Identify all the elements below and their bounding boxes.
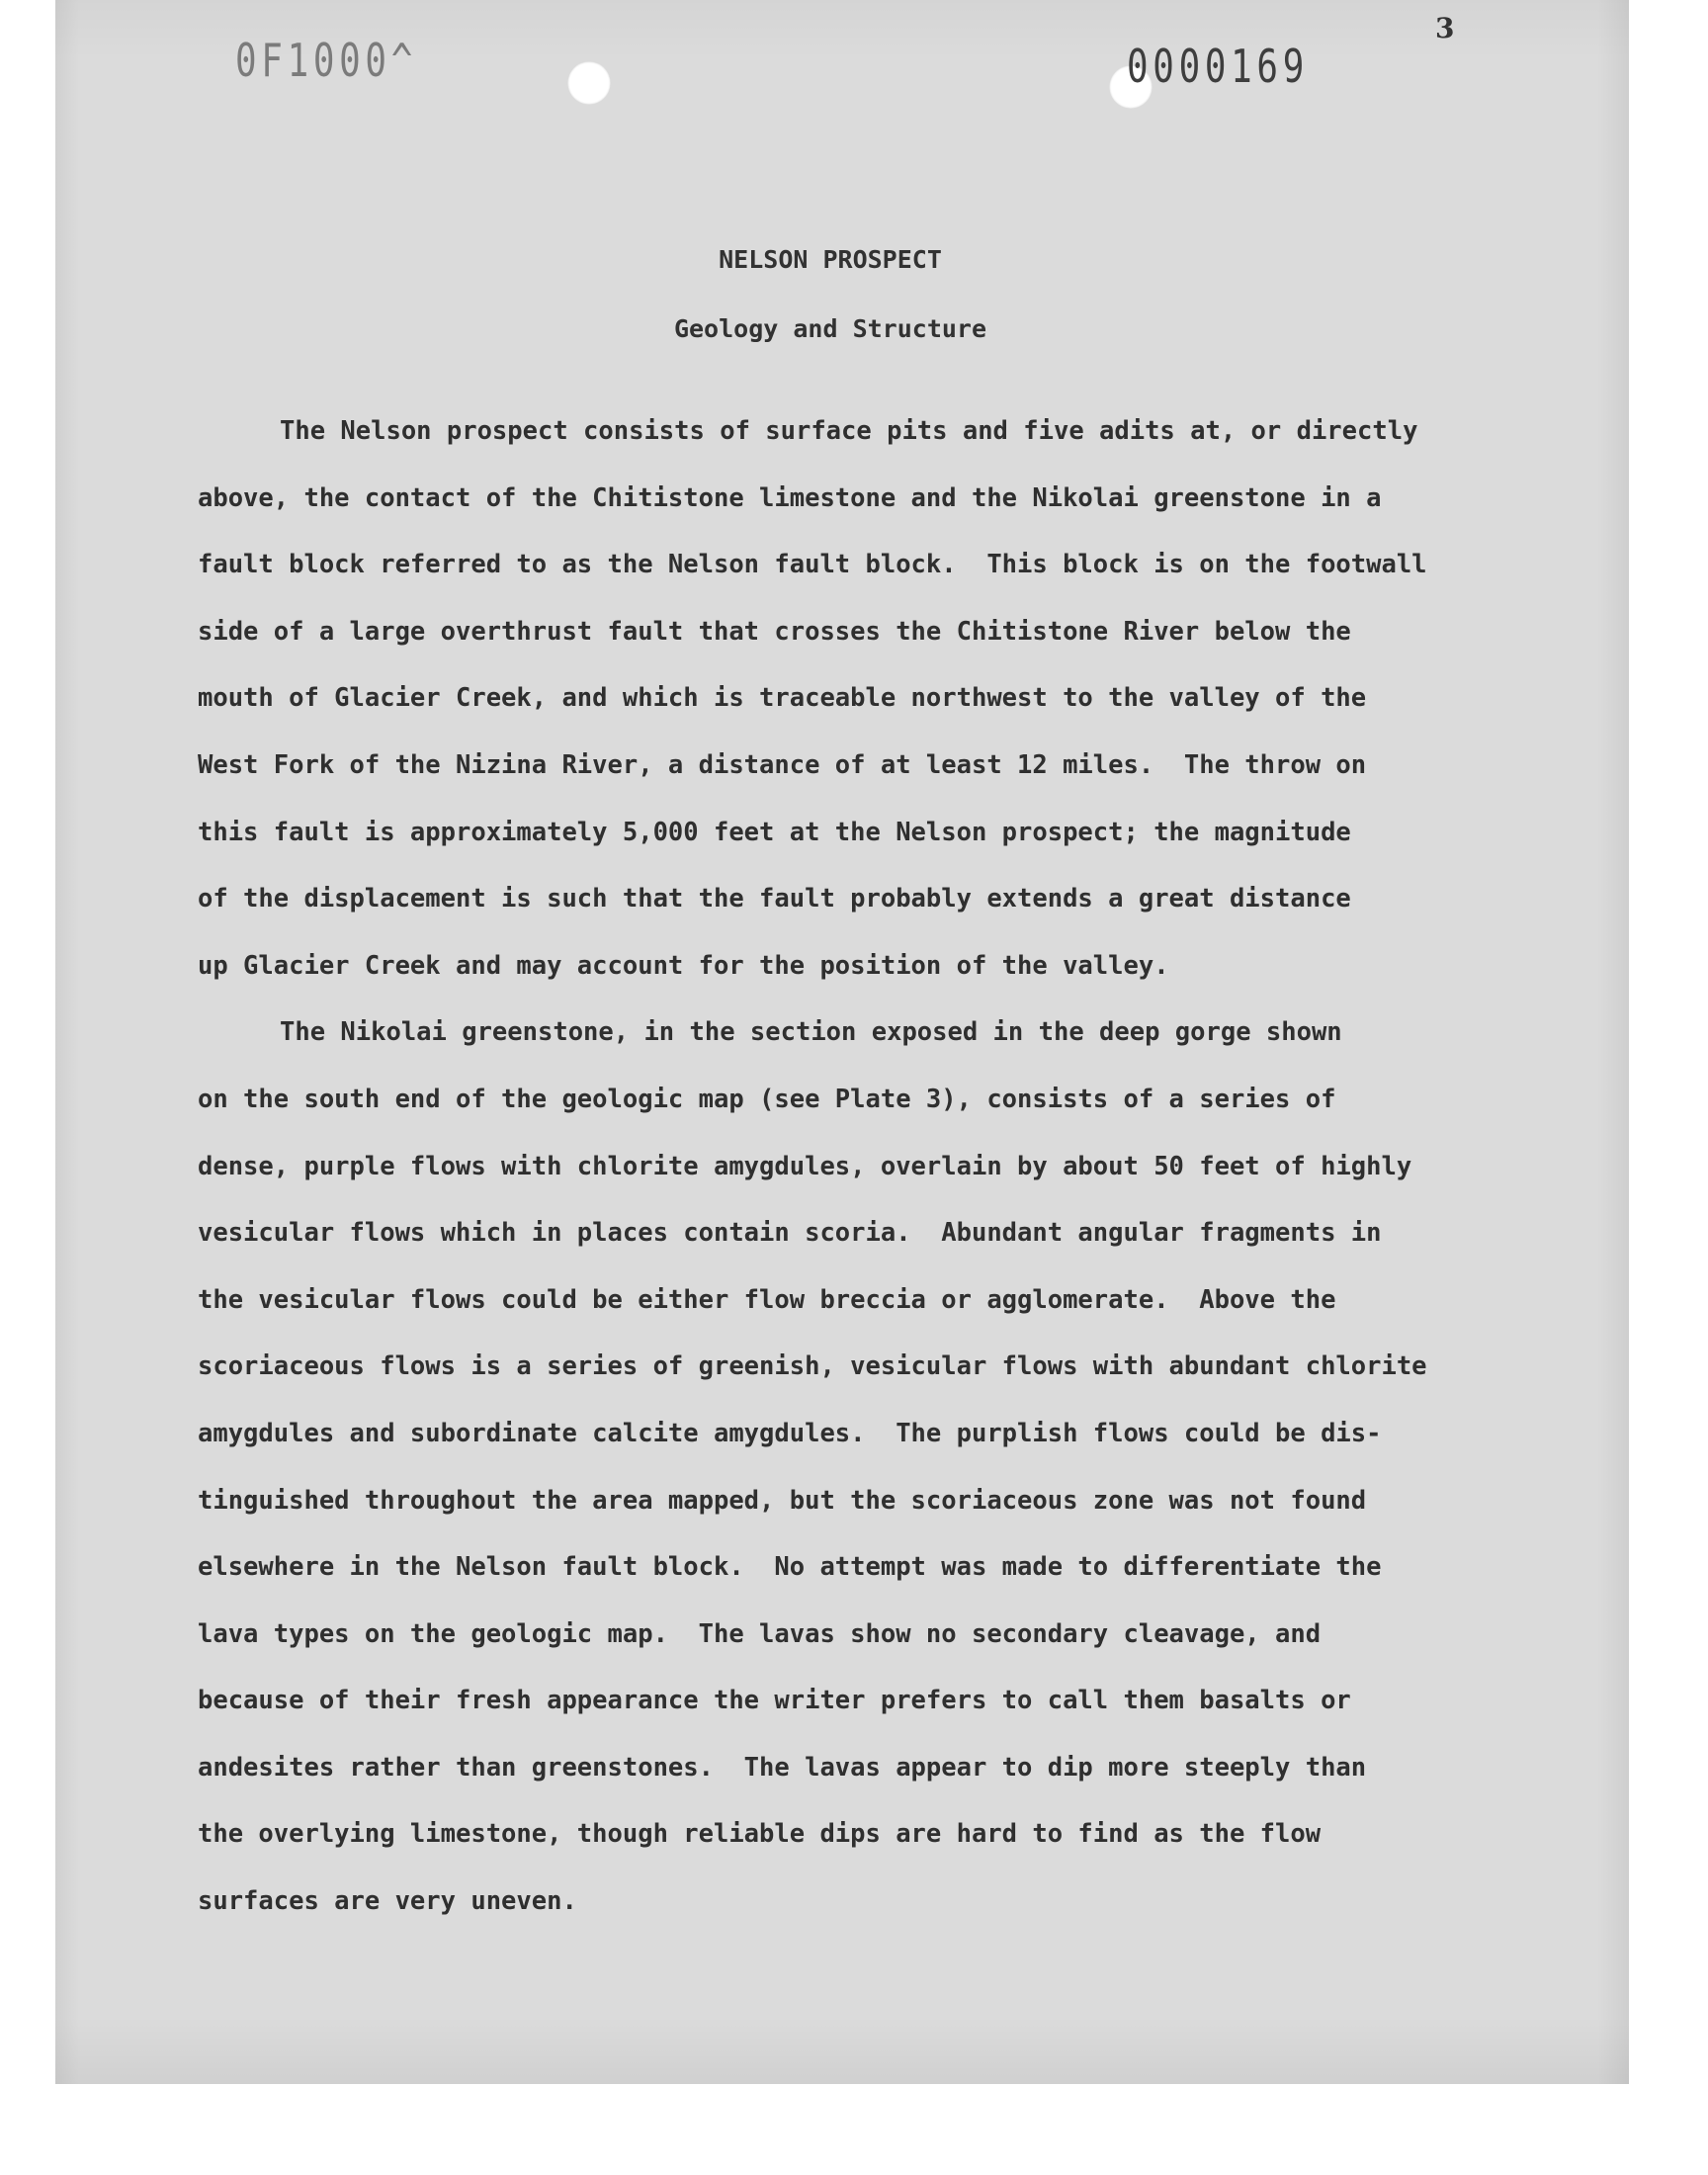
document-stamp-left: 0F1000^ <box>235 34 417 87</box>
document-body <box>198 407 1562 1945</box>
page-number: 3 <box>1435 12 1455 44</box>
text-line: because of their fresh appearance the writer prefers to call them basalts or <box>198 1686 1351 1716</box>
text-line: mouth of Glacier Creek, and which is traceable northwest to the valley of the <box>198 683 1367 714</box>
text-line: vesicular flows which in places contain scoria. Abundant angular fragments in <box>198 1218 1382 1249</box>
text-line: tinguished throughout the area mapped, but the scoriaceous zone was not found <box>198 1485 1367 1516</box>
text-line: up Glacier Creek and may account for the position of the valley. <box>198 950 1169 981</box>
text-line: West Fork of the Nizina River, a distance of at least 12 miles. The throw on <box>198 749 1367 780</box>
text-line: of the displacement is such that the fault probably extends a great distance <box>198 884 1351 914</box>
text-line: fault block referred to as the Nelson fault block. This block is on the footwall <box>198 550 1427 580</box>
text-line: elsewhere in the Nelson fault block. No attempt was made to differentiate the <box>198 1552 1382 1583</box>
text-line: scoriaceous flows is a series of greenish, vesicular flows with abundant chlorite <box>198 1351 1427 1382</box>
text-line: on the south end of the geologic map (see Plate 3), consists of a series of <box>198 1084 1336 1114</box>
text-line: amygdules and subordinate calcite amygdules. The purplish flows could be dis- <box>198 1418 1382 1448</box>
text-line: andesites rather than greenstones. The lavas appear to dip more steeply than <box>198 1752 1367 1783</box>
text-line: dense, purple flows with chlorite amygdules, overlain by about 50 feet of highly <box>198 1151 1412 1181</box>
text-line: this fault is approximately 5,000 feet at the Nelson prospect; the magnitude <box>198 817 1351 847</box>
punch-hole-left <box>567 61 611 105</box>
text-line: The Nikolai greenstone, in the section exposed in the deep gorge shown <box>280 1017 1342 1048</box>
text-line: side of a large overthrust fault that crosses the Chitistone River below the <box>198 616 1351 647</box>
paragraph-2 <box>198 1008 1562 1944</box>
paragraph-1 <box>198 407 1562 1008</box>
document-stamp-right: 0000169 <box>1127 40 1309 93</box>
text-line: above, the contact of the Chitistone limestone and the Nikolai greenstone in a <box>198 482 1382 513</box>
text-line: the vesicular flows could be either flow breccia or agglomerate. Above the <box>198 1284 1336 1315</box>
page-title: NELSON PROSPECT <box>719 245 942 274</box>
text-line: the overlying limestone, though reliable dips are hard to find as the flow <box>198 1819 1322 1850</box>
section-subtitle: Geology and Structure <box>673 314 987 343</box>
text-line: surfaces are very uneven. <box>198 1886 577 1917</box>
text-line: The Nelson prospect consists of surface pits and five adits at, or directly <box>280 416 1418 446</box>
text-line: lava types on the geologic map. The lavas show no secondary cleavage, and <box>198 1618 1322 1649</box>
